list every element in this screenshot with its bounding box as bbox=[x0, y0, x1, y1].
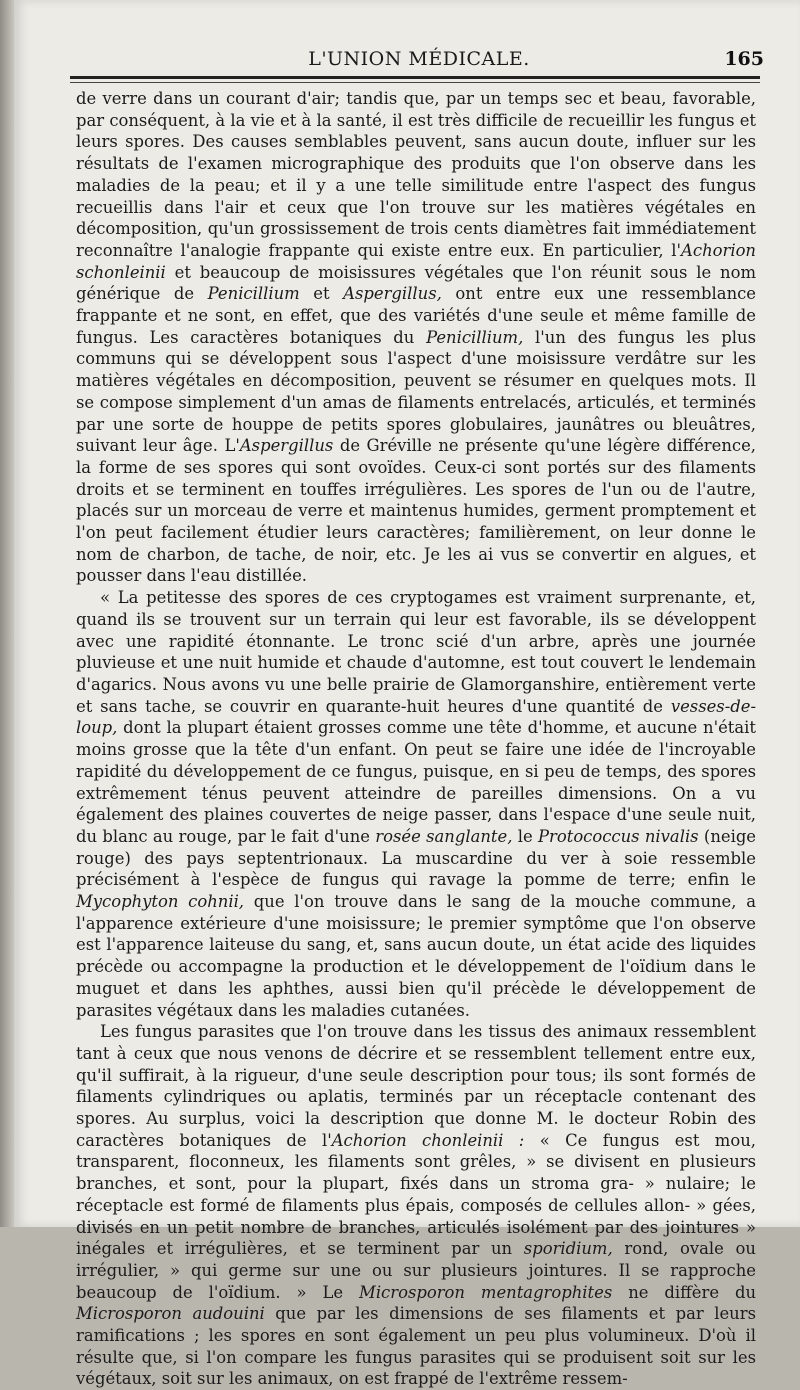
text-run: que par les dimensions de ses filaments et par leurs ramifications ; les spores en sont également un peu plus volumineux. D'où il résulte que, si l'on compare les fungus parasites qui se produisent soit sur les végétaux, soit sur les animaux, on est frappé de l'extrême ressem- bbox=[76, 1304, 756, 1389]
italic-term: Penicillium, bbox=[426, 327, 524, 347]
paragraph bbox=[76, 88, 756, 587]
text-run: que l'on trouve dans le sang de la mouche commune, a l'apparence extérieure d'une moisissure; le premier symptôme que l'on observe est l'apparence laiteuse du sang, et, sans aucun doute, un état acide des liquides précède ou accompagne la production et le développement de l'oïdium dans le muguet et dans les aphthes, aussi bien qu'il précède le développement de parasites végétaux dans les maladies cutanées. bbox=[76, 892, 756, 1020]
italic-term: Mycophyton cohnii, bbox=[76, 892, 245, 912]
text-run: (neige rouge) des pays septentrionaux. La muscardine du ver à soie ressemble précisément à l'espèce de fungus qui ravage la pomme de terre; enfin le bbox=[76, 826, 757, 890]
italic-term: Achorion schonleinii bbox=[76, 240, 756, 282]
header-rule-thin bbox=[70, 82, 760, 83]
page-gutter-shadow bbox=[0, 0, 14, 1227]
italic-term: rosée sanglante, bbox=[375, 826, 513, 846]
running-title: L'UNION MÉDICALE. bbox=[308, 48, 530, 70]
text-run: « La petitesse des spores de ces cryptogames est vraiment surprenante, et, quand ils se trouvent sur un terrain qui leur est favorable, ils se développent avec une rapidité étonnante. Le tronc scié d'un arbre, après une journée pluvieuse et une nuit humide et chaude d'automne, est tout couvert le lendemain d'agarics. Nous avons vu une belle prairie de Glamorganshire, entièrement verte et sans tache, se couvrir en quarante-huit heures d'une quantité de bbox=[76, 588, 756, 716]
text-run: de Gréville ne présente qu'une légère différence, la forme de ses spores qui sont ovoïdes. Ceux-ci sont portés sur des filaments droits et se terminent en touffes irrégulières. Les spores de l'un ou de l'autre, placés sur un morceau de verre et maintenus humides, germent promptement et l'on peut facilement étudier leurs caractères; familièrement, on leur donne le nom de charbon, de tache, de noir, etc. Je les ai vus se convertir en algues, et pousser dans l'eau distillée. bbox=[76, 436, 756, 586]
text-run: le bbox=[512, 826, 538, 846]
text-run: « Ce fungus est mou, transparent, floconneux, les filaments sont grêles, » se divisent en plusieurs branches, et sont, pour la plupart, fixés dans un stroma gra- » nulaire; le réceptacle est formé de filaments plus épais, composés de cellules allon- » gées, divisés en un petit nombre de branches, articulés isolément par des jointures » inégales et irrégulières, et se terminent par un bbox=[76, 1130, 756, 1259]
italic-term: Achorion chonleinii : bbox=[331, 1130, 525, 1150]
text-run: et bbox=[299, 284, 344, 304]
italic-term: Microsporon mentagrophites bbox=[359, 1282, 613, 1302]
text-run: rond, ovale ou irrégulier, » qui germe sur une ou sur plusieurs jointures. Il se rapproche beaucoup de l'oïdium. » Le bbox=[76, 1239, 756, 1302]
body-text bbox=[76, 88, 756, 1390]
text-run: et beaucoup de moisissures végétales que l'on réunit sous le nom générique de bbox=[76, 262, 756, 304]
text-run: ne diffère du bbox=[612, 1282, 757, 1302]
italic-term: vesses-de-loup, bbox=[76, 696, 756, 738]
italic-term: Penicillium bbox=[207, 284, 300, 304]
text-run: l'un des fungus les plus communs qui se développent sous l'aspect d'une moisissure verdâtre sur les matières végétales en décomposition, peuvent se résumer en quelques mots. Il se compose simplement d'un amas de filaments entrelacés, articulés, et terminés par une sorte de houppe de petits spores globulaires, jaunâtres ou bleuâtres, suivant leur âge. L' bbox=[76, 327, 756, 456]
text-run: Les fungus parasites que l'on trouve dans les tissus des animaux ressemblent tant à ceux que nous venons de décrire et se ressemblent tellement entre eux, qu'il suffirait, à la rigueur, d'une seule description pour tous; ils sont formés de filaments cylindriques ou aplatis, terminés par un réceptacle contenant des spores. Au surplus, voici la description que donne M. le docteur Robin des caractères botaniques de l' bbox=[76, 1022, 756, 1150]
italic-term: Aspergillus bbox=[239, 436, 334, 456]
text-run: de verre dans un courant d'air; tandis que, par un temps sec et beau, favorable, par conséquent, à la vie et à la santé, il est très difficile de recueillir les fungus et leurs spores. Des causes semblables peuvent, sans aucun doute, influer sur les résultats de l'examen micrographique des produits que l'on observe dans les maladies de la peau; et il y a une telle similitude entre l'aspect des fungus recueillis dans l'air et ceux que l'on trouve sur les matières végétales en décomposition, qu'un grossissement de trois cents diamètres fait immédiatement reconnaître l'analogie frappante qui existe entre eux. En particulier, l' bbox=[76, 89, 756, 260]
paragraph bbox=[76, 587, 756, 1021]
page-header bbox=[74, 46, 764, 74]
italic-term: Protococcus nivalis bbox=[538, 826, 699, 846]
paragraph bbox=[76, 1021, 756, 1390]
italic-term: Aspergillus, bbox=[343, 284, 442, 304]
italic-term: sporidium, bbox=[523, 1239, 613, 1259]
italic-term: Microsporon audouini bbox=[76, 1304, 265, 1324]
text-run: ont entre eux une ressemblance frappante et ne sont, en effet, que des variétés d'une seule et même famille de fungus. Les caractères botaniques du bbox=[76, 284, 757, 347]
text-run: dont la plupart étaient grosses comme une tête d'homme, et aucune n'était moins grosse que la tête d'un enfant. On peut se faire une idée de l'incroyable rapidité du développement de ce fungus, puisque, en si peu de temps, des spores extrêmement ténus peuvent atteindre de pareilles dimensions. On a vu également des plaines couvertes de neige passer, dans l'espace d'une seule nuit, du blanc au rouge, par le fait d'une bbox=[76, 718, 756, 846]
header-rule bbox=[70, 76, 760, 79]
page-number: 165 bbox=[724, 48, 764, 70]
